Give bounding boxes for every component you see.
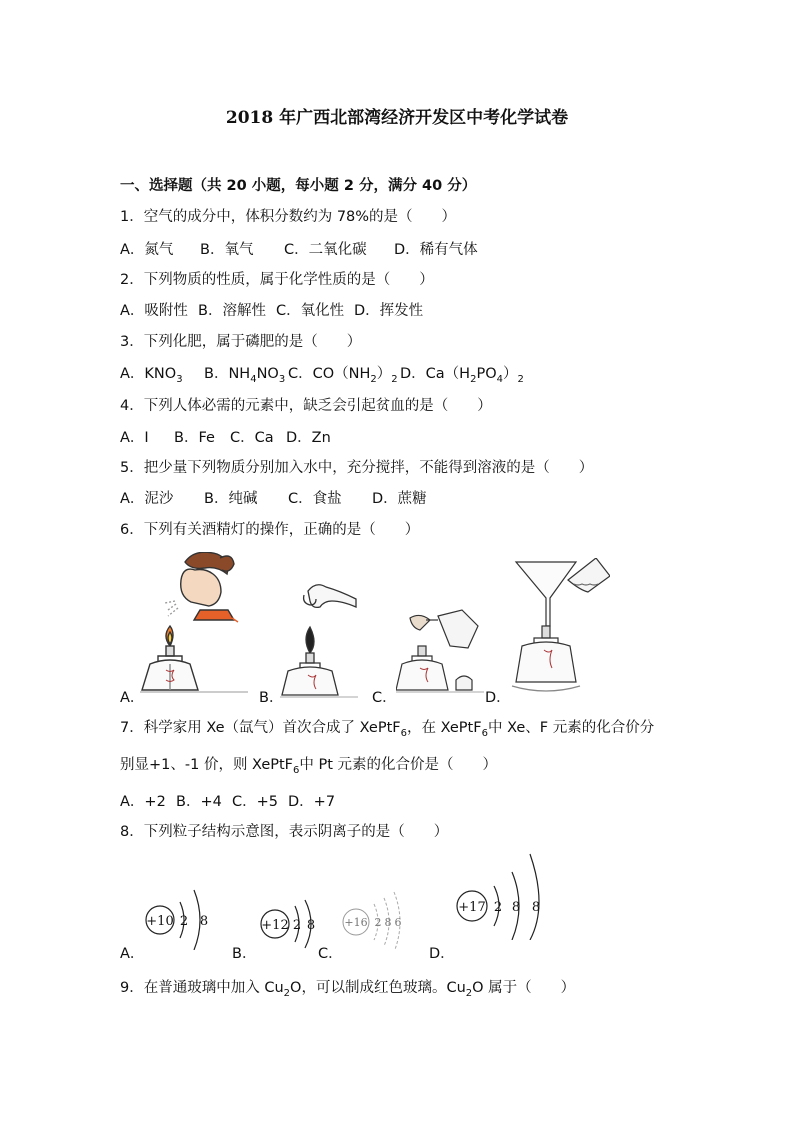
option-d: D．$Ca(H_2PO_4)_2$ [400,366,524,385]
atom-label-c: C． [318,946,343,962]
option-b: B．氧气 [200,242,254,258]
figure-label-a: A． [120,690,145,706]
option-b: B．Fe [174,430,215,446]
question-7-line-1: 7．科学家用 Xe（氙气）首次合成了 XePtF$_6$，在 XePtF$_6$中 Xe、F 元素的化合价分 [120,720,655,739]
option-b: B．纯碱 [204,491,258,507]
section-heading: 一、选择题（共 20 小题，每小题 2 分，满分 40 分） [120,178,477,194]
question-8-stem: 8．下列粒子结构示意图，表示阴离子的是（ ） [120,824,449,840]
option-d: D．Zn [286,430,331,446]
option-b: B．$NH_4NO_3$ [204,366,286,385]
option-c: C．食盐 [288,491,342,507]
svg-text:2: 2 [374,916,382,929]
atom-label-d: D． [429,946,455,962]
option-d: D．+7 [288,794,336,810]
question-3-stem: 3．下列化肥，属于磷肥的是（ ） [120,334,362,350]
option-a: A．氮气 [120,242,174,258]
svg-text:8: 8 [199,914,209,929]
question-2-stem: 2．下列物质的性质，属于化学性质的是（ ） [120,272,434,288]
option-a: A．泥沙 [120,491,174,507]
question-4-stem: 4．下列人体必需的元素中，缺乏会引起贫血的是（ ） [120,398,492,414]
option-c: C．+5 [232,794,278,810]
option-d: D．稀有气体 [394,242,478,258]
svg-text:+12: +12 [261,918,289,933]
svg-text:6: 6 [394,916,402,929]
option-c: C．Ca [230,430,274,446]
svg-text:2: 2 [493,900,503,915]
svg-text:+16: +16 [344,916,368,929]
alcohol-lamp-tilt-figure [396,606,486,702]
atom-label-b: B． [232,946,257,962]
atom-diagram-a [140,880,220,950]
question-1-stem: 1．空气的成分中，体积分数约为 78%的是（ ） [120,209,457,225]
svg-text:+17: +17 [458,900,486,915]
svg-text:8: 8 [306,918,316,933]
figure-label-c: C． [372,690,397,706]
question-2-options [120,299,423,320]
option-c: C．二氧化碳 [284,242,367,258]
question-7-line-2: 别显+1、-1 价，则 XePtF$_6$中 Pt 元素的化合价是（ ） [120,757,498,776]
question-3-options [120,362,524,385]
option-c: C．氧化性 [276,303,345,319]
option-b: B．+4 [176,794,222,810]
svg-text:2: 2 [292,918,302,933]
question-5-options [120,487,427,508]
atom-label-a: A． [120,946,145,962]
option-d: D．挥发性 [354,303,424,319]
figure-label-b: B． [259,690,284,706]
alcohol-lamp-funnel-figure [510,558,610,702]
figure-label-d: D． [485,690,511,706]
question-6-stem: 6．下列有关酒精灯的操作，正确的是（ ） [120,522,420,538]
svg-text:8: 8 [531,900,541,915]
option-a: A．+2 [120,794,166,810]
page-title: 2018 年广西北部湾经济开发区中考化学试卷 [225,108,569,128]
atom-diagram-b [255,880,335,950]
option-b: B．溶解性 [198,303,266,319]
option-c: C．$CO(NH_2)_2$ [288,366,398,385]
alcohol-lamp-blowing-figure [140,552,250,702]
option-a: A．吸附性 [120,303,188,319]
svg-text:8: 8 [384,916,392,929]
option-d: D．蔗糖 [372,491,427,507]
atom-diagram-d [450,850,550,940]
svg-text:8: 8 [511,900,521,915]
question-5-stem: 5．把少量下列物质分别加入水中，充分搅拌，不能得到溶液的是（ ） [120,460,594,476]
svg-text:2: 2 [179,914,189,929]
question-7-options [120,790,335,811]
svg-text:+10: +10 [146,914,174,929]
option-a: A．I [120,430,149,446]
question-1-options [120,238,478,259]
option-a: A．$KNO_3$ [120,366,183,385]
atom-diagram-c [336,880,416,950]
question-9-stem: 9．在普通玻璃中加入 $Cu_2O$，可以制成红色玻璃。$Cu_2O$ 属于（ ） [120,980,576,999]
question-4-options [120,426,331,447]
alcohol-lamp-cap-figure [280,583,360,703]
